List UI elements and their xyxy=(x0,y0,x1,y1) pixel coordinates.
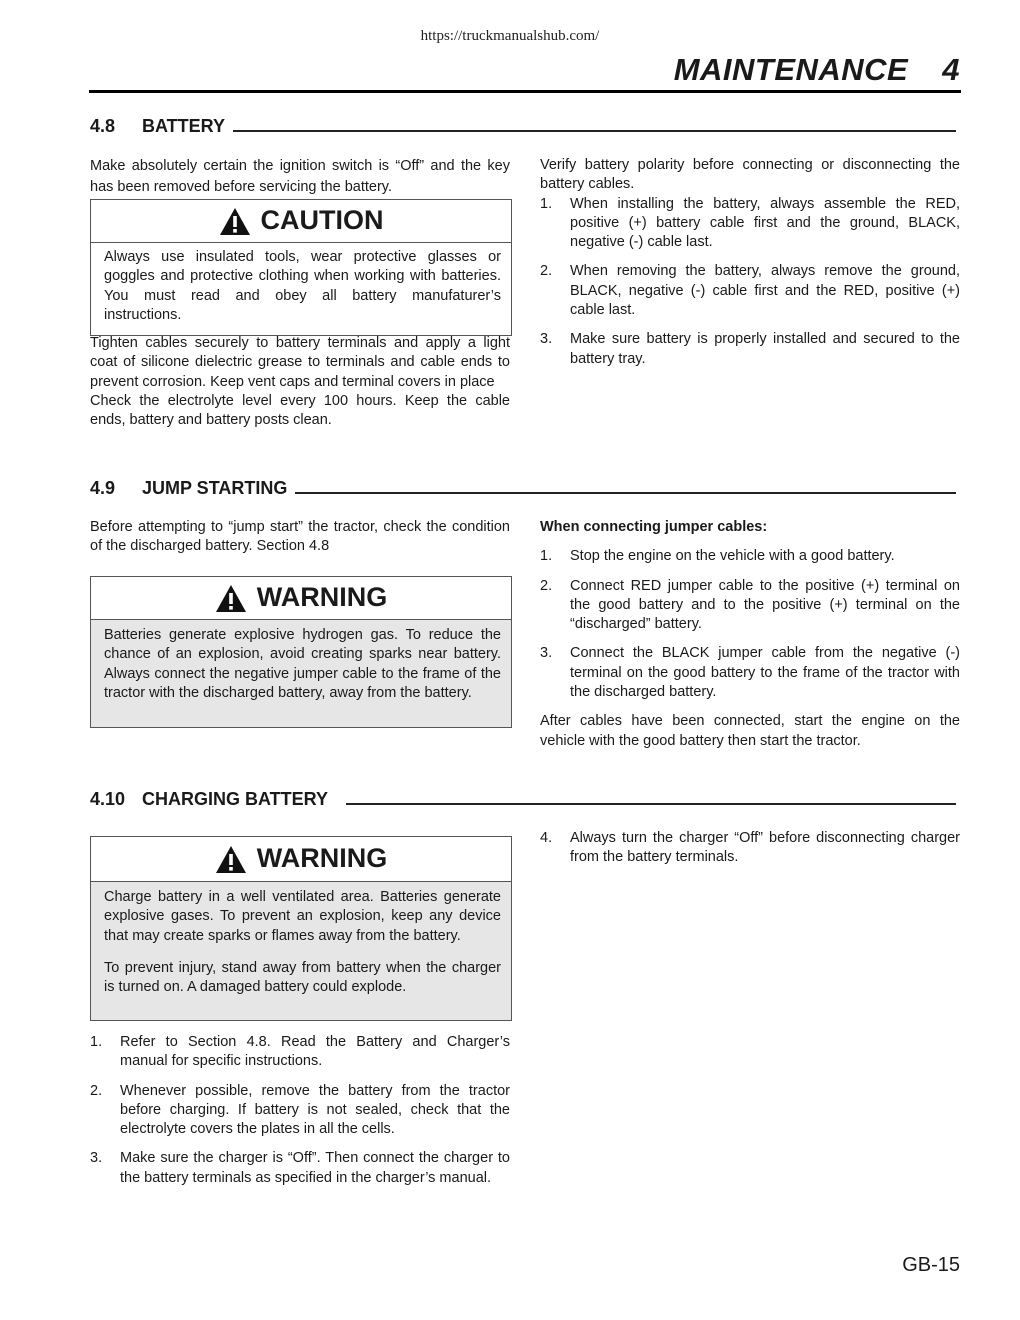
list-item: 2. Whenever possible, remove the battery from the tractor before charging. If battery is not sealed, check that the electrolyte covers the plates in all the cells. xyxy=(90,1082,510,1138)
section-title: CHARGING BATTERY xyxy=(142,789,328,809)
warning-body xyxy=(91,882,511,1003)
list-item: 1. Refer to Section 4.8. Read the Battery and Charger’s manual for specific instructions. xyxy=(90,1034,510,1070)
heading-rule xyxy=(233,117,956,132)
battery-left-column-lower xyxy=(90,334,510,430)
warning-header xyxy=(91,837,511,882)
list-item: 3. Make sure the charger is “Off”. Then connect the charger to the battery terminals as specified in the charger’s manual. xyxy=(90,1150,510,1186)
section-heading-jump-starting xyxy=(90,478,960,499)
list-item: 4. Always turn the charger “Off” before disconnecting charger from the battery terminals. xyxy=(540,830,960,866)
jump-steps xyxy=(540,547,960,702)
subheading: When connecting jumper cables: xyxy=(540,519,768,535)
section-heading-battery xyxy=(90,116,960,137)
warning-box-jump xyxy=(90,576,512,728)
paragraph: Verify battery polarity before connecting or disconnecting the battery cables. xyxy=(540,157,960,193)
paragraph: Check the electrolyte level every 100 hours. Keep the cable ends, battery and battery posts clean. xyxy=(90,392,510,429)
paragraph: After cables have been connected, start the engine on the vehicle with the good battery then start the tractor. xyxy=(540,713,960,749)
chapter-number: 4 xyxy=(942,52,960,87)
paragraph: Make absolutely certain the ignition switch is “Off” and the key has been removed before servicing the battery. xyxy=(90,158,510,195)
page-number: GB-15 xyxy=(902,1254,960,1276)
chapter-title: MAINTENANCE xyxy=(673,52,909,87)
section-heading-charging-battery xyxy=(90,789,960,810)
list-item: 1. Stop the engine on the vehicle with a good battery. xyxy=(540,548,895,565)
warning-text: Charge battery in a well ventilated area. Batteries generate explosive gases. To prevent an explosion, keep any device that may create sparks or flames away from the battery. xyxy=(104,889,501,944)
warning-label: WARNING xyxy=(256,582,388,613)
charging-steps xyxy=(90,1033,510,1188)
header-rule xyxy=(89,90,961,93)
battery-steps xyxy=(540,195,960,369)
charging-left-column xyxy=(90,1033,510,1188)
caution-text: Always use insulated tools, wear protective glasses or goggles and protective clothing when working with batteries. You must read and obey all battery manufaturer’s instructions. xyxy=(104,249,501,323)
section-number: 4.8 xyxy=(90,116,116,136)
heading-rule xyxy=(346,790,956,805)
warning-text: Batteries generate explosive hydrogen gas. To reduce the chance of an explosion, avoid creating sparks near battery. Always connect the negative jumper cable to the frame of the tractor with the discharged battery, away from the battery. xyxy=(104,627,501,701)
warning-text: To prevent injury, stand away from battery when the charger is turned on. A damaged battery could explode. xyxy=(104,959,501,996)
paragraph: Before attempting to “jump start” the tractor, check the condition of the discharged battery. Section 4.8 xyxy=(90,519,510,555)
warning-box-charging xyxy=(90,836,512,1021)
list-item: 3. Connect the BLACK jumper cable from the negative (-) terminal on the good battery to the frame of the tractor with the discharged battery. xyxy=(540,645,960,701)
charging-right-column xyxy=(540,829,960,868)
jump-right-column xyxy=(540,518,960,751)
caution-header xyxy=(91,200,511,243)
caution-box xyxy=(90,199,512,336)
warning-triangle-icon xyxy=(219,207,251,236)
battery-right-column xyxy=(540,156,960,369)
battery-left-column xyxy=(90,156,510,198)
warning-triangle-icon xyxy=(215,845,247,874)
heading-rule xyxy=(295,479,956,494)
list-item: 1. When installing the battery, always assemble the RED, positive (+) battery cable first and the ground, BLACK, negative (-) cable last. xyxy=(540,195,960,251)
warning-triangle-icon xyxy=(215,584,247,613)
warning-label: WARNING xyxy=(256,843,388,874)
section-number: 4.10 xyxy=(90,789,126,809)
list-item: 2. Connect RED jumper cable to the positive (+) terminal on the good battery and to the positive (+) terminal on the “discharged” battery. xyxy=(540,577,960,633)
charging-steps-continued xyxy=(540,829,960,868)
list-item: 3. Make sure battery is properly installed and secured to the battery tray. xyxy=(540,331,960,367)
caution-label: CAUTION xyxy=(260,205,384,236)
list-item: 2. When removing the battery, always remove the ground, BLACK, negative (-) cable first and the RED, positive (+) cable last. xyxy=(540,263,960,319)
section-title: JUMP STARTING xyxy=(142,478,288,498)
source-url[interactable]: https://truckmanualshub.com/ xyxy=(420,28,600,44)
jump-left-column xyxy=(90,518,510,557)
paragraph: Tighten cables securely to battery terminals and apply a light coat of silicone dielectric grease to terminals and cable ends to prevent corrosion. Keep vent caps and terminal covers in place xyxy=(90,335,510,390)
section-title: BATTERY xyxy=(142,116,225,136)
warning-header xyxy=(91,577,511,620)
chapter-heading xyxy=(674,52,960,88)
section-number: 4.9 xyxy=(90,478,116,498)
